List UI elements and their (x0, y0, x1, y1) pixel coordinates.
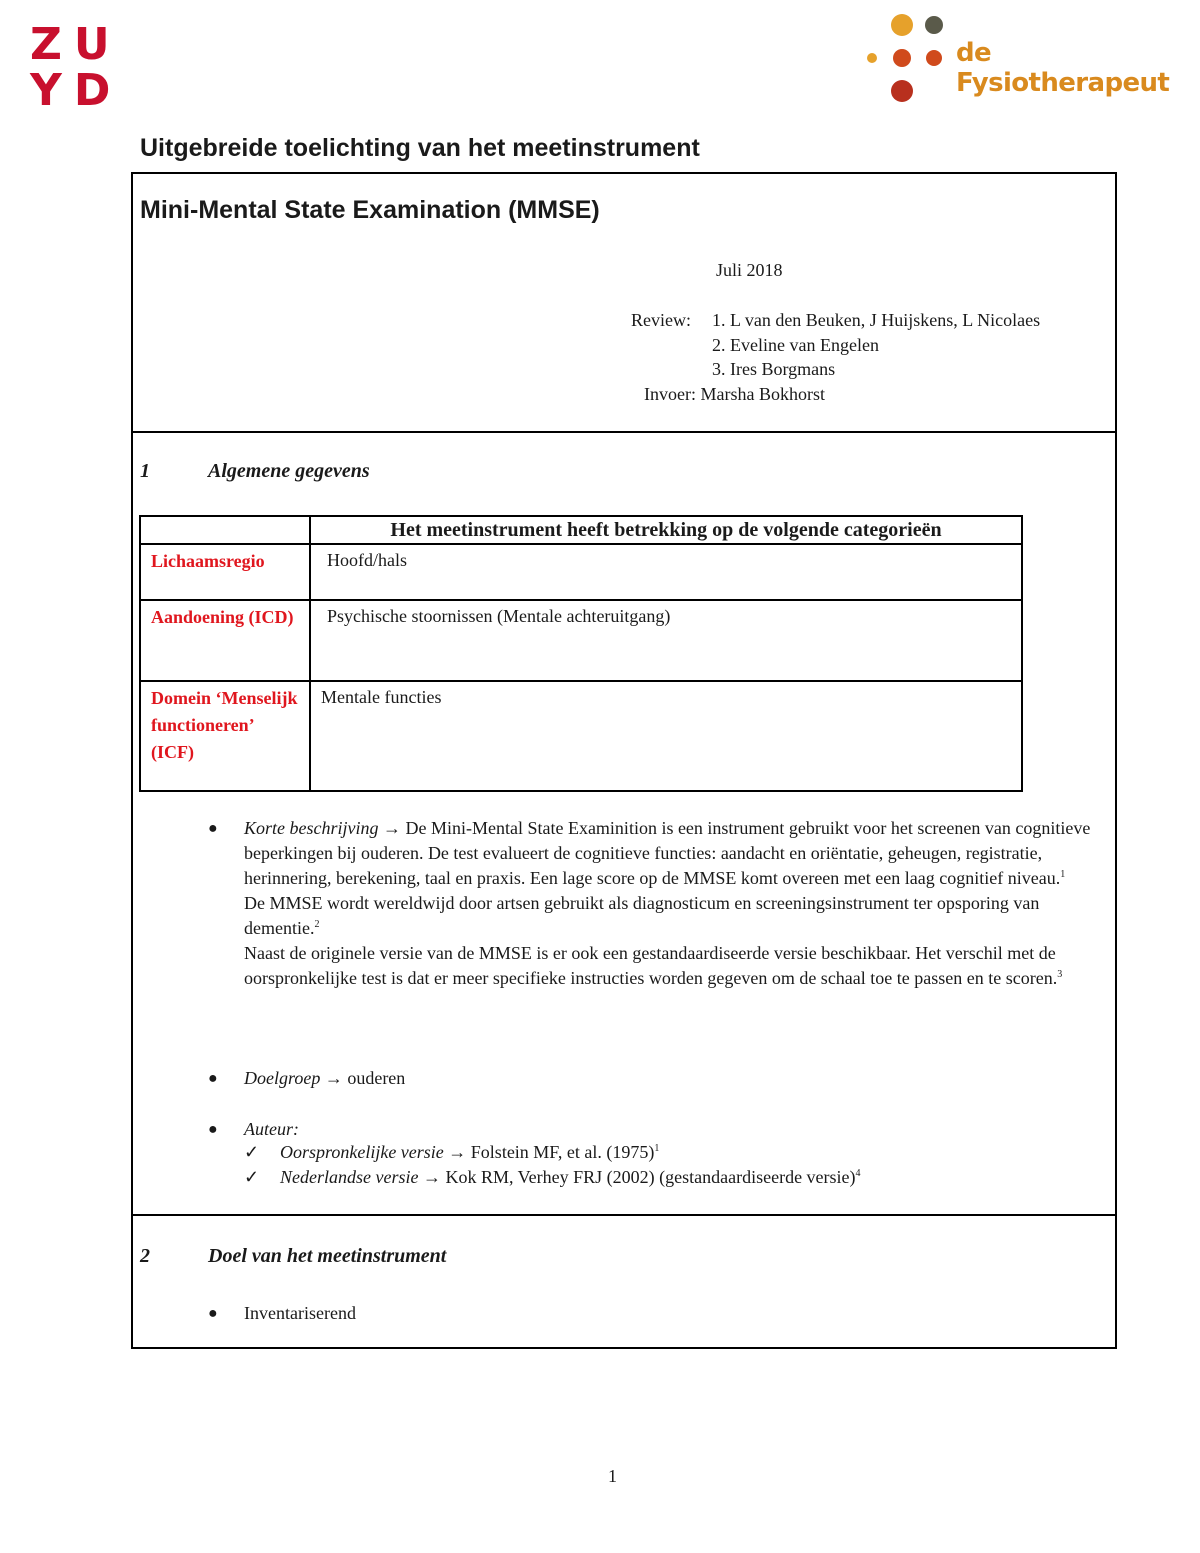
korte-beschrijving-p2 (244, 891, 1114, 941)
korte-beschrijving (244, 816, 1114, 991)
review-item-1: 1. L van den Beuken, J Huijskens, L Nicolaes (712, 310, 1041, 330)
section-1-title: Algemene gegevens (208, 460, 370, 482)
list-item (244, 1142, 659, 1163)
auteur-label: Auteur: (244, 1119, 299, 1139)
arrow-right-icon: → (382, 818, 401, 838)
doelgroep-value: ouderen (347, 1068, 406, 1088)
fysiotherapeut-logo-name: de Fysiotherapeut (956, 38, 1170, 98)
category-value: Psychische stoornissen (Mentale achteruitgang) (310, 600, 1022, 681)
arrow-right-icon: → (422, 1167, 441, 1187)
bullet-icon: ● (208, 1305, 218, 1322)
category-label: Lichaamsregio (140, 544, 310, 600)
doelgroep (244, 1066, 1114, 1091)
zuyd-logo-line2: YD (30, 65, 123, 116)
table-row (140, 681, 1022, 791)
bullet-icon: ● (208, 1070, 218, 1087)
auteur-version-value: Kok RM, Verhey FRJ (2002) (gestandaardiseerde versie) (445, 1167, 856, 1187)
document-date: Juli 2018 (716, 260, 783, 280)
zuyd-logo-line1: ZU (30, 19, 122, 70)
bullet-icon: ● (208, 820, 218, 837)
table-row (140, 600, 1022, 681)
section-1-number: 1 (140, 460, 150, 482)
table-row (140, 544, 1022, 600)
category-label: Aandoening (ICD) (140, 600, 310, 681)
doelgroep-label: Doelgroep (244, 1068, 321, 1088)
fysiotherapeut-logo-dots (858, 12, 958, 107)
korte-text-2: De MMSE wordt wereldwijd door artsen gebruikt als diagnosticum en screeningsinstrument ter opsporing van dementie. (244, 893, 1040, 938)
review-label: Review: (631, 310, 691, 330)
list-item (244, 1167, 861, 1188)
footnote-ref: 1 (1060, 869, 1066, 880)
checkmark-icon: ✓ (244, 1142, 260, 1162)
auteur-version-value: Folstein MF, et al. (1975) (470, 1142, 655, 1162)
section-2-title: Doel van het meetinstrument (208, 1245, 447, 1267)
category-table (139, 515, 1023, 792)
korte-text-1: De Mini-Mental State Examinition is een instrument gebruikt voor het screenen van cognitieve beperkingen bij ouderen. De test evalueert de cognitieve functies: aandacht en oriëntatie, geheugen, registratie, herinnering, berekening, taal en praxis. Een lage score op de MMSE komt overeen met een laag cognitief niveau. (244, 818, 1091, 888)
category-table-corner (140, 516, 310, 544)
category-table-header: Het meetinstrument heeft betrekking op de volgende categorieën (310, 516, 1022, 544)
footnote-ref: 1 (654, 1143, 660, 1154)
divider-title-section1 (131, 431, 1117, 433)
category-label: Domein ‘Menselijk functioneren’ (ICF) (140, 681, 310, 791)
footnote-ref: 3 (1057, 969, 1063, 980)
auteur-version-label: Nederlandse versie (280, 1167, 419, 1187)
instrument-title: Mini-Mental State Examination (MMSE) (140, 196, 600, 224)
review-item-2: 2. Eveline van Engelen (712, 335, 879, 355)
korte-beschrijving-label: Korte beschrijving (244, 818, 379, 838)
category-value: Mentale functies (310, 681, 1022, 791)
document-heading: Uitgebreide toelichting van het meetinstrument (140, 134, 700, 162)
footnote-ref: 2 (314, 919, 320, 930)
category-table-header-row (140, 516, 1022, 544)
auteur (244, 1117, 1114, 1142)
bullet-icon: ● (208, 1121, 218, 1138)
review-item-3: 3. Ires Borgmans (712, 359, 836, 379)
category-value: Hoofd/hals (310, 544, 1022, 600)
checkmark-icon: ✓ (244, 1167, 260, 1187)
section-2-item: Inventariserend (244, 1303, 356, 1323)
arrow-right-icon: → (448, 1142, 467, 1162)
divider-section1-section2 (131, 1214, 1117, 1216)
korte-beschrijving-p1 (244, 816, 1114, 891)
korte-text-3: Naast de originele versie van de MMSE is er ook een gestandaardiseerde versie beschikbaar. Het verschil met de oorspronkelijke test is dat er meer specifieke instructies worden gegeven om de schaal toe te passen en te scoren. (244, 943, 1058, 988)
auteur-version-label: Oorspronkelijke versie (280, 1142, 444, 1162)
page-number: 1 (608, 1466, 617, 1486)
zuyd-logo (30, 19, 123, 116)
invoer-line: Invoer: Marsha Bokhorst (644, 384, 825, 404)
korte-beschrijving-p3 (244, 941, 1114, 991)
arrow-right-icon: → (324, 1068, 343, 1088)
section-2-number: 2 (140, 1245, 150, 1267)
footnote-ref: 4 (855, 1168, 861, 1179)
